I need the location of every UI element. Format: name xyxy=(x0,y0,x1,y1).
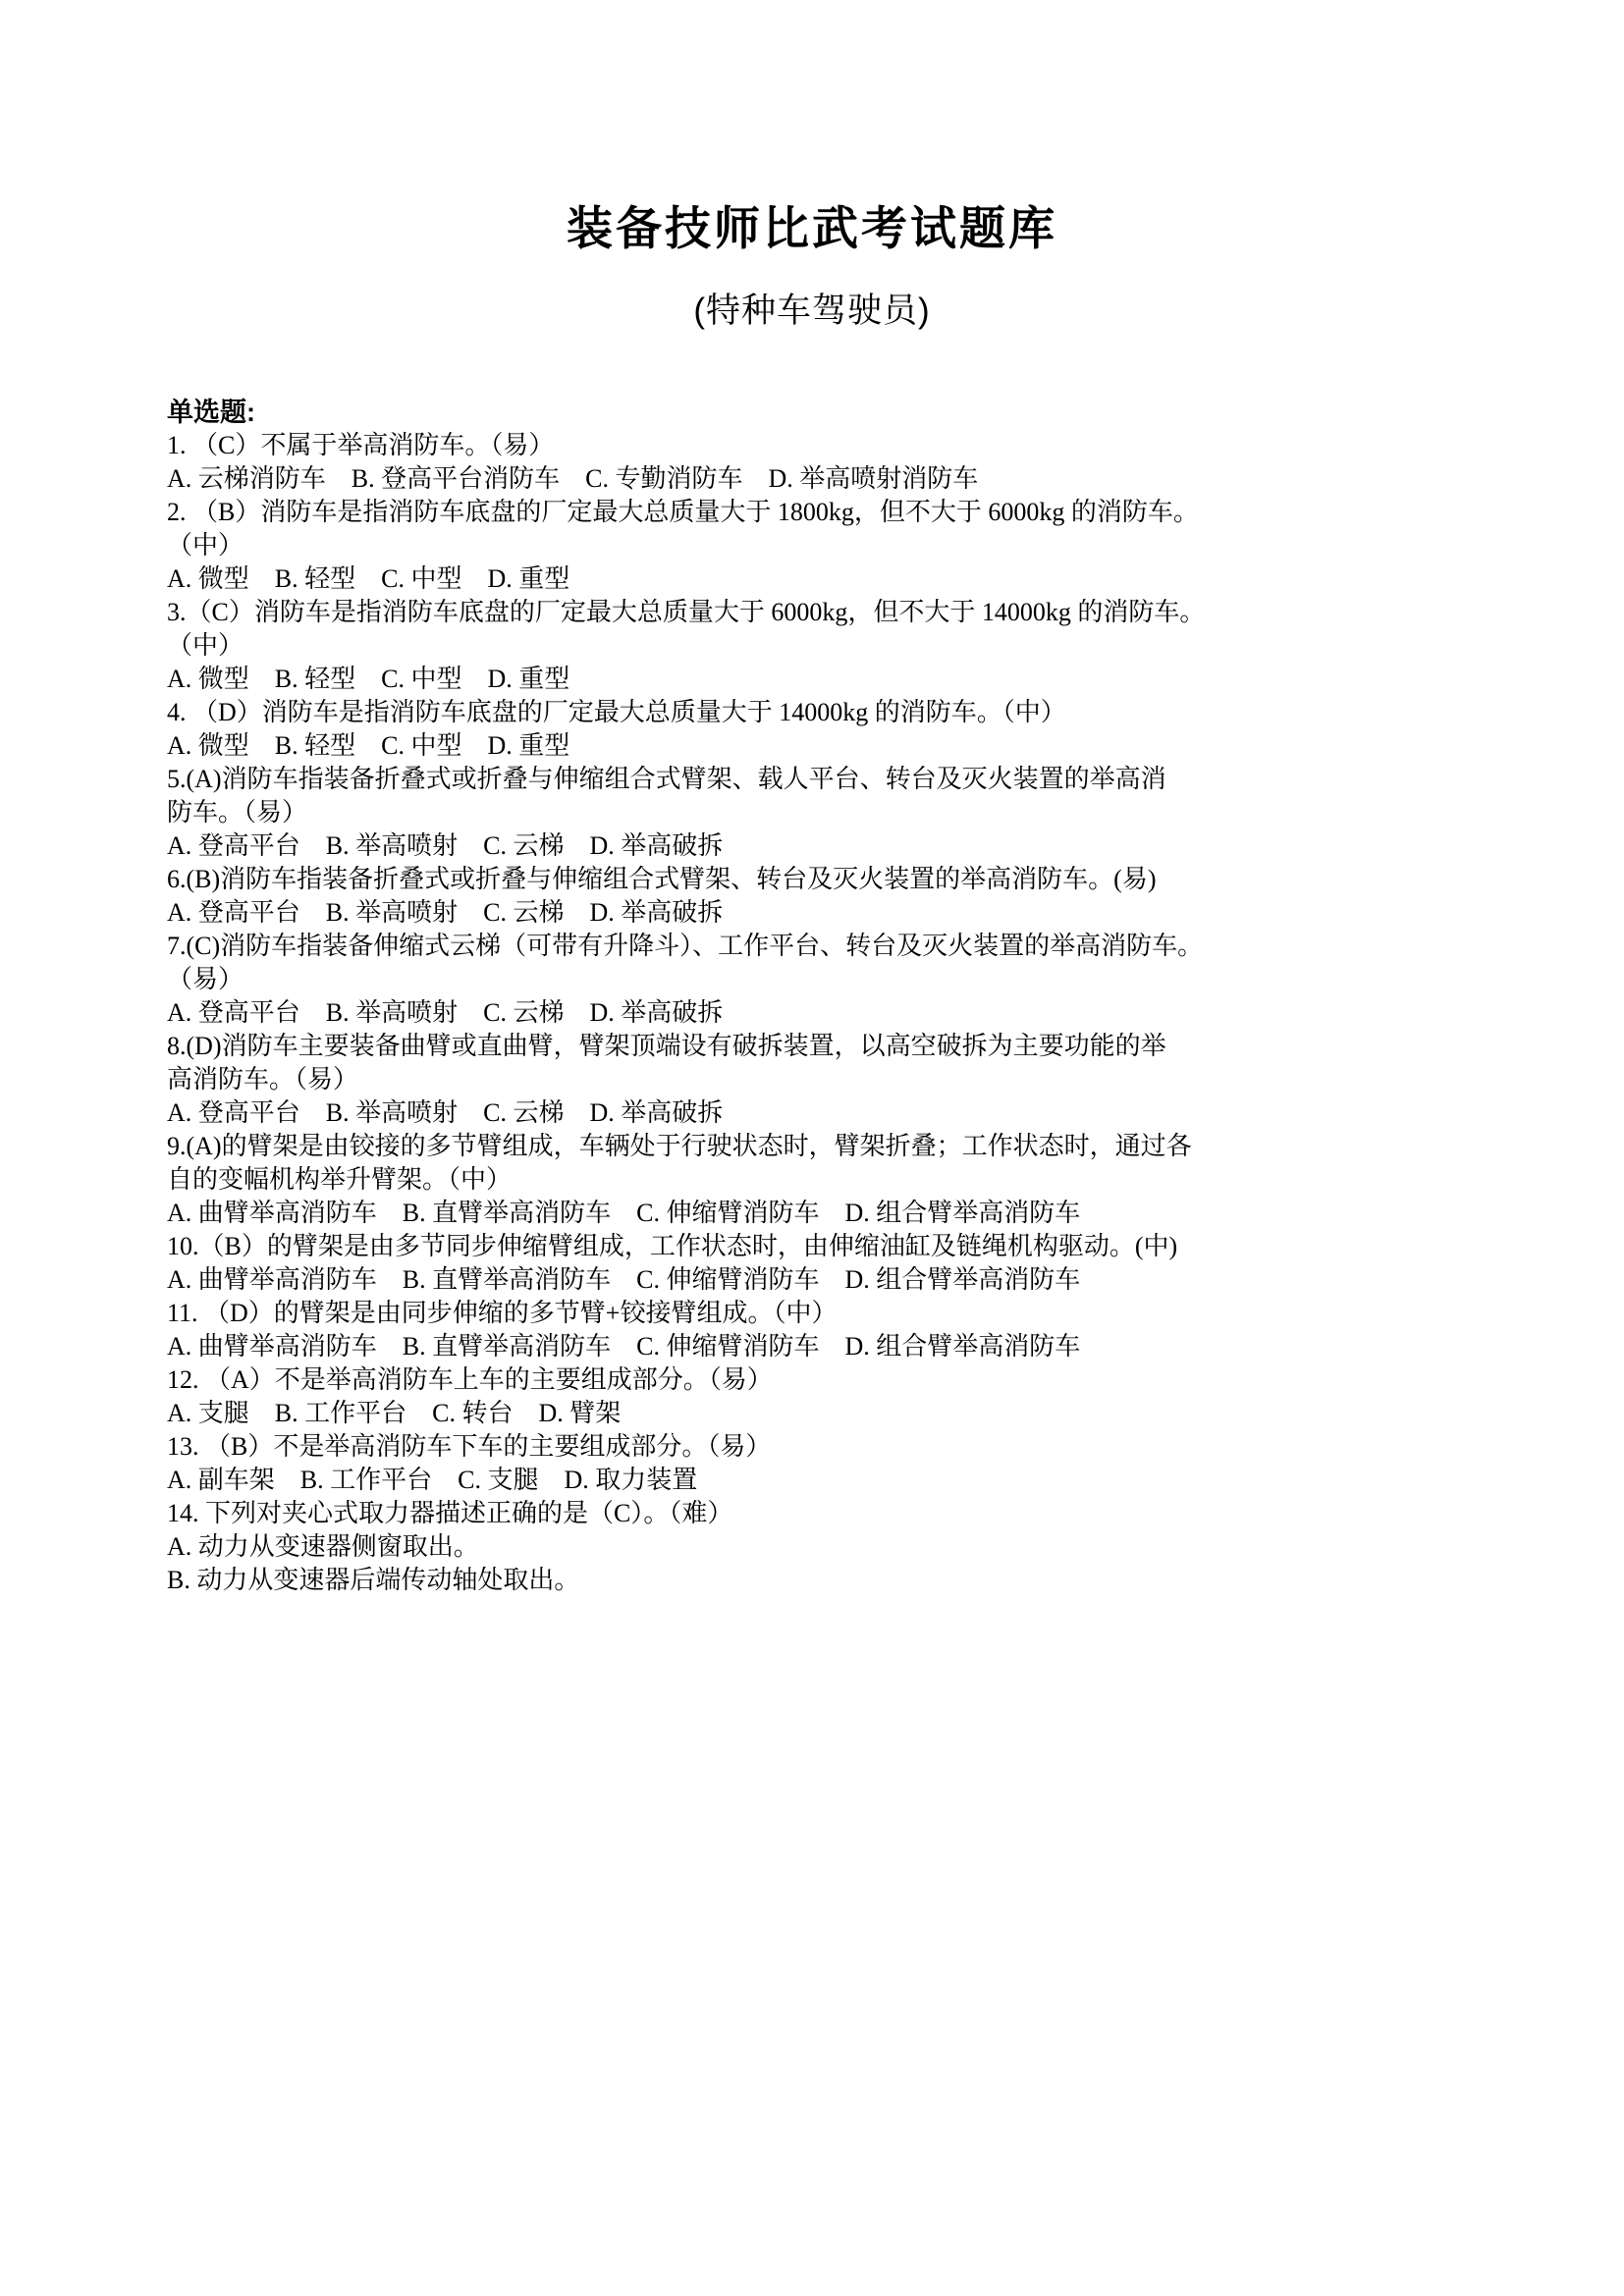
question-line: 2. （B）消防车是指消防车底盘的厂定最大总质量大于 1800kg，但不大于 6000kg 的消防车。 xyxy=(167,498,1199,526)
question-line: 6.(B)消防车指装备折叠式或折叠与伸缩组合式臂架、转台及灭火装置的举高消防车。(易) xyxy=(167,865,1157,893)
document-subtitle: (特种车驾驶员) xyxy=(693,292,931,330)
question-line: 自的变幅机构举升臂架。（中） xyxy=(167,1165,513,1194)
options-line: A. 微型 B. 轻型 C. 中型 D. 重型 xyxy=(167,564,570,593)
question-line: （中） xyxy=(167,531,244,560)
question-line: （中） xyxy=(167,631,244,660)
options-line: A. 副车架 B. 工作平台 C. 支腿 D. 取力装置 xyxy=(167,1466,698,1494)
options-line: A. 云梯消防车 B. 登高平台消防车 C. 专勤消防车 D. 举高喷射消防车 xyxy=(167,464,979,493)
options-line: B. 动力从变速器后端传动轴处取出。 xyxy=(167,1566,580,1594)
options-line: A. 曲臂举高消防车 B. 直臂举高消防车 C. 伸缩臂消防车 D. 组合臂举高消防车 xyxy=(167,1199,1081,1227)
section-heading: 单选题: xyxy=(167,398,255,427)
question-line: 1. （C）不属于举高消防车。（易） xyxy=(167,431,555,459)
question-line: 4. （D）消防车是指消防车底盘的厂定最大总质量大于 14000kg 的消防车。（中） xyxy=(167,698,1066,726)
options-line: A. 登高平台 B. 举高喷射 C. 云梯 D. 举高破拆 xyxy=(167,998,724,1027)
options-line: A. 动力从变速器侧窗取出。 xyxy=(167,1532,479,1561)
question-line: （易） xyxy=(167,965,244,993)
question-line: 13. （B）不是举高消防车下车的主要组成部分。（易） xyxy=(167,1432,772,1461)
document-title: 装备技师比武考试题库 xyxy=(567,204,1057,255)
question-line: 高消防车。（易） xyxy=(167,1065,359,1094)
options-line: A. 微型 B. 轻型 C. 中型 D. 重型 xyxy=(167,731,570,760)
options-line: A. 登高平台 B. 举高喷射 C. 云梯 D. 举高破拆 xyxy=(167,898,724,927)
question-line: 14. 下列对夹心式取力器描述正确的是（C）。（难） xyxy=(167,1499,733,1527)
document-body xyxy=(167,396,1467,1597)
question-line: 防车。（易） xyxy=(167,798,308,827)
question-line: 8.(D)消防车主要装备曲臂或直曲臂，臂架顶端设有破拆装置，以高空破拆为主要功能的举 xyxy=(167,1032,1166,1060)
options-line: A. 支腿 B. 工作平台 C. 转台 D. 臂架 xyxy=(167,1399,622,1427)
options-line: A. 曲臂举高消防车 B. 直臂举高消防车 C. 伸缩臂消防车 D. 组合臂举高消防车 xyxy=(167,1332,1081,1361)
question-line: 7.(C)消防车指装备伸缩式云梯（可带有升降斗）、工作平台、转台及灭火装置的举高消防车。 xyxy=(167,932,1204,960)
question-line: 3.（C）消防车是指消防车底盘的厂定最大总质量大于 6000kg，但不大于 14000kg 的消防车。 xyxy=(167,598,1206,626)
question-line: 11. （D）的臂架是由同步伸缩的多节臂+铰接臂组成。（中） xyxy=(167,1299,838,1327)
question-line: 10.（B）的臂架是由多节同步伸缩臂组成，工作状态时，由伸缩油缸及链绳机构驱动。(中) xyxy=(167,1232,1178,1260)
options-line: A. 登高平台 B. 举高喷射 C. 云梯 D. 举高破拆 xyxy=(167,1098,724,1127)
options-line: A. 曲臂举高消防车 B. 直臂举高消防车 C. 伸缩臂消防车 D. 组合臂举高消防车 xyxy=(167,1265,1081,1294)
question-line: 5.(A)消防车指装备折叠式或折叠与伸缩组合式臂架、载人平台、转台及灭火装置的举高消 xyxy=(167,765,1166,793)
question-line: 12. （A）不是举高消防车上车的主要组成部分。（易） xyxy=(167,1365,773,1394)
options-line: A. 微型 B. 轻型 C. 中型 D. 重型 xyxy=(167,665,570,693)
options-line: A. 登高平台 B. 举高喷射 C. 云梯 D. 举高破拆 xyxy=(167,831,724,860)
question-line: 9.(A)的臂架是由铰接的多节臂组成，车辆处于行驶状态时，臂架折叠；工作状态时，通过各 xyxy=(167,1132,1192,1160)
